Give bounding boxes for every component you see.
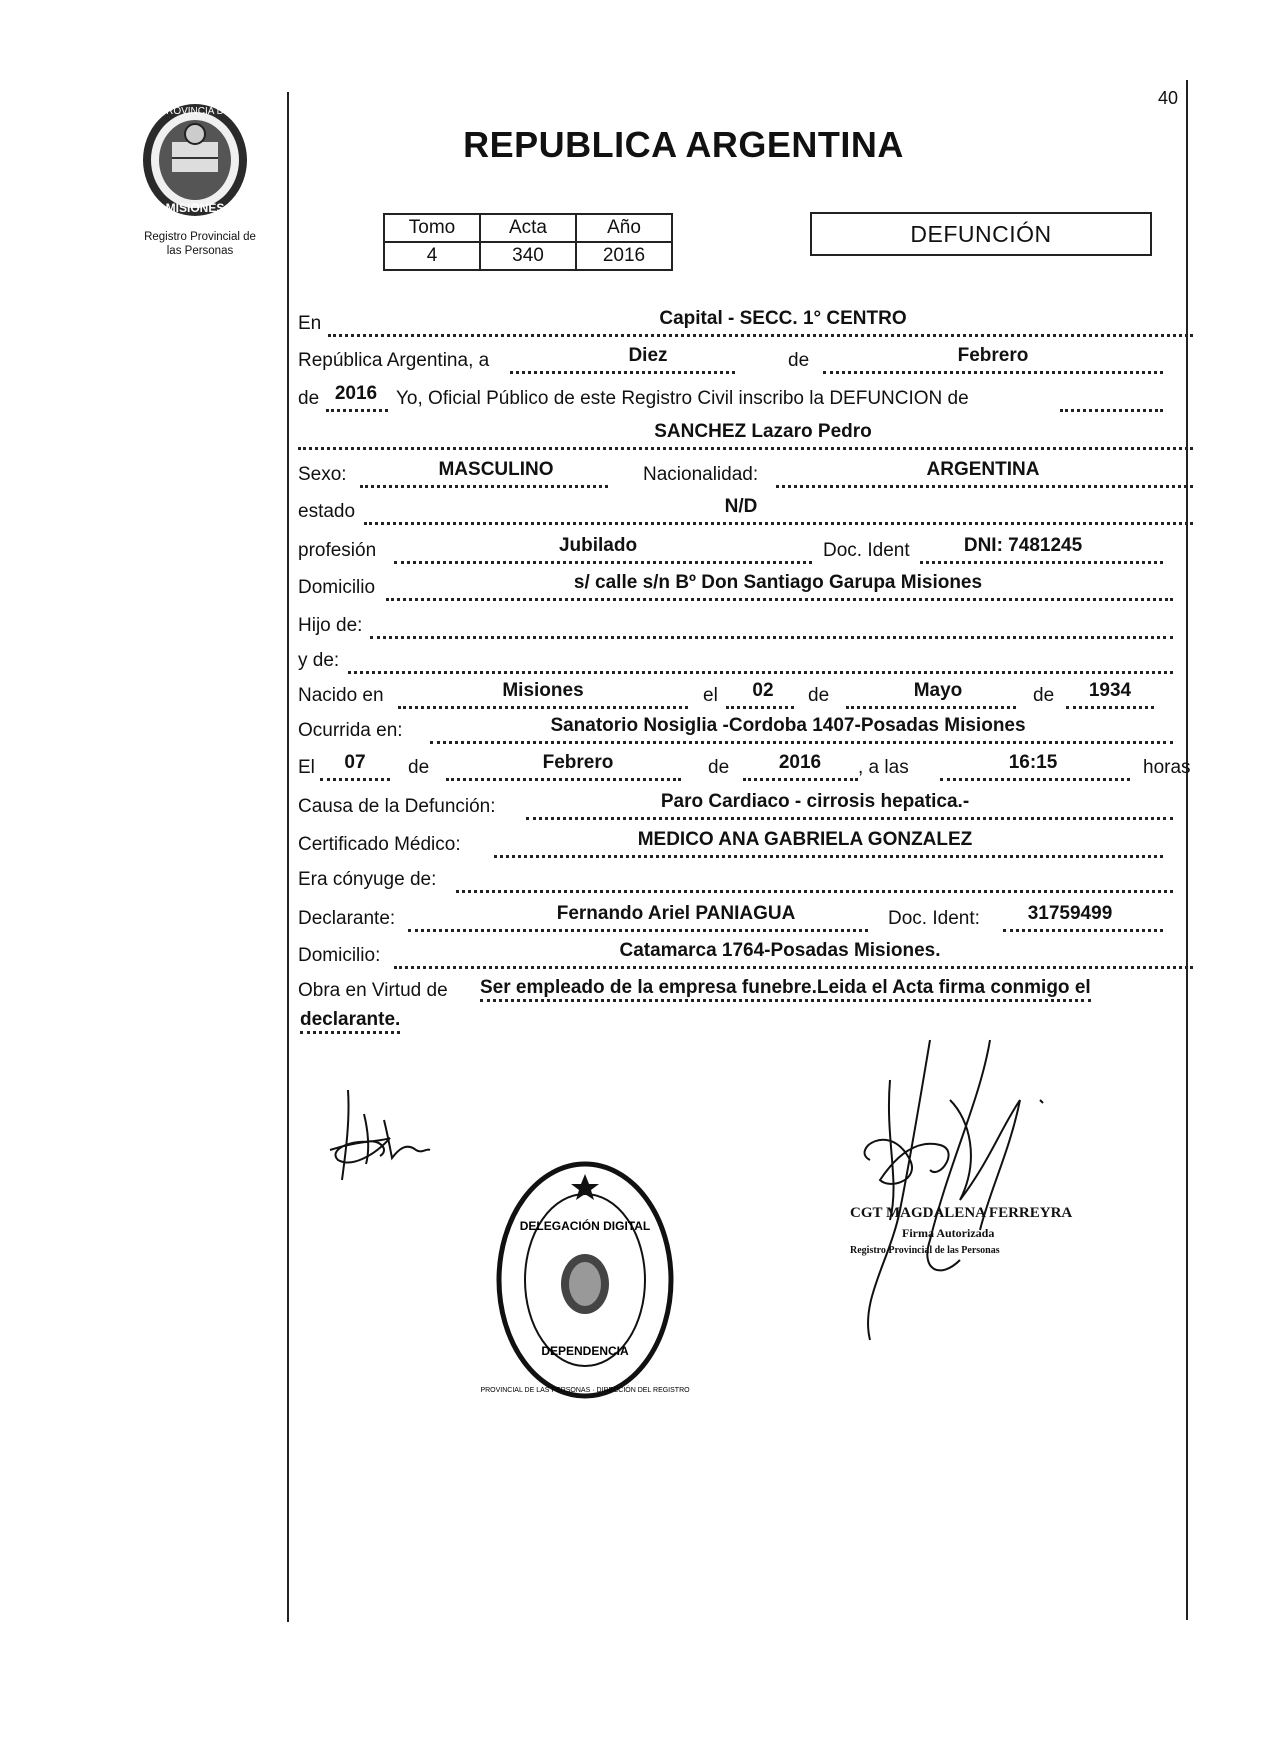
obra-value-line2: declarante. bbox=[300, 1009, 400, 1034]
tomo-value: 4 bbox=[384, 242, 480, 270]
registry-caption bbox=[120, 230, 280, 258]
registry-caption-line1: Registro Provincial de bbox=[144, 231, 256, 243]
estado-value: N/D bbox=[724, 496, 758, 517]
row-en bbox=[298, 309, 1193, 339]
causa-value: Paro Cardiaco - cirrosis hepatica.- bbox=[660, 791, 970, 812]
conyuge-label: Era cónyuge de: bbox=[298, 869, 437, 890]
de-label: de bbox=[788, 350, 810, 371]
row-declarante bbox=[298, 904, 1193, 934]
row-nacido bbox=[298, 681, 1193, 711]
row-fecha-fallecimiento bbox=[298, 753, 1193, 783]
alas-label: , a las bbox=[858, 757, 909, 778]
sexo-label: Sexo: bbox=[298, 464, 347, 485]
row-certificado bbox=[298, 830, 1193, 860]
seal-inner-text: DELEGACIÓN DIGITAL bbox=[519, 1219, 651, 1233]
registry-caption-line2: las Personas bbox=[166, 245, 234, 257]
left-margin-rule bbox=[287, 92, 289, 1622]
en-label: En bbox=[298, 313, 322, 334]
fallec-mes: Febrero bbox=[542, 752, 614, 773]
domicilio-value: s/ calle s/n Bº Don Santiago Garupa Misiones bbox=[573, 572, 983, 593]
el2-label: El bbox=[298, 757, 315, 778]
day-words: Diez bbox=[628, 345, 668, 366]
row-ocurrida bbox=[298, 716, 1193, 746]
deceased-name: SANCHEZ Lazaro Pedro bbox=[654, 421, 872, 442]
year-prefix-label: de bbox=[298, 388, 320, 409]
row-causa bbox=[298, 792, 1193, 822]
nacido-de1: de bbox=[808, 685, 830, 706]
stamp-line1: CGT MAGDALENA FERREYRA bbox=[850, 1205, 1073, 1221]
ocurrida-label: Ocurrida en: bbox=[298, 720, 403, 741]
nacido-lugar: Misiones bbox=[502, 680, 584, 701]
nacido-de2: de bbox=[1033, 685, 1055, 706]
fallec-dia: 07 bbox=[344, 752, 366, 773]
obra-label: Obra en Virtud de bbox=[298, 980, 448, 1001]
row-domicilio bbox=[298, 573, 1193, 603]
year: 2016 bbox=[334, 383, 378, 404]
ocurrida-value: Sanatorio Nosiglia -Cordoba 1407-Posadas Misiones bbox=[550, 715, 1026, 736]
doc-ident-label: Doc. Ident bbox=[823, 540, 910, 561]
document-title: REPUBLICA ARGENTINA bbox=[463, 124, 904, 165]
el-label: el bbox=[703, 685, 718, 706]
stamp-line3: Registro Provincial de las Personas bbox=[850, 1245, 1000, 1256]
row-estado bbox=[298, 497, 1193, 527]
declarante-value: Fernando Ariel PANIAGUA bbox=[556, 903, 796, 924]
profesion-label: profesión bbox=[298, 540, 377, 561]
acta-header: Acta bbox=[480, 214, 576, 242]
row-yde bbox=[298, 646, 1193, 676]
republica-label: República Argentina, a bbox=[298, 350, 490, 371]
certificado-label: Certificado Médico: bbox=[298, 834, 461, 855]
declarante-label: Declarante: bbox=[298, 908, 396, 929]
row-statement bbox=[298, 384, 1193, 414]
hora: 16:15 bbox=[1008, 752, 1058, 773]
act-type-box: DEFUNCIÓN bbox=[810, 212, 1152, 256]
row-obra-2 bbox=[298, 1008, 1193, 1038]
nacionalidad-value: ARGENTINA bbox=[926, 459, 1040, 480]
yde-label: y de: bbox=[298, 650, 340, 671]
decl-domicilio-value: Catamarca 1764-Posadas Misiones. bbox=[619, 940, 941, 961]
row-hijo bbox=[298, 611, 1193, 641]
seal-bottom-text: DEPENDENCIA bbox=[541, 1344, 629, 1358]
month: Febrero bbox=[957, 345, 1029, 366]
row-fecha-inscripcion bbox=[298, 346, 1193, 376]
acta-value: 340 bbox=[480, 242, 576, 270]
logo-text-bottom: MISIONES bbox=[165, 201, 225, 215]
declarant-signature bbox=[320, 1080, 440, 1190]
causa-label: Causa de la Defunción: bbox=[298, 796, 496, 817]
decl-doc-value: 31759499 bbox=[1027, 903, 1113, 924]
fallec-de1: de bbox=[408, 757, 430, 778]
certificado-value: MEDICO ANA GABRIELA GONZALEZ bbox=[637, 829, 973, 850]
decl-domicilio-label: Domicilio: bbox=[298, 945, 381, 966]
estado-label: estado bbox=[298, 501, 356, 522]
anio-header: Año bbox=[576, 214, 672, 242]
en-value: Capital - SECC. 1° CENTRO bbox=[659, 308, 907, 329]
row-conyuge bbox=[298, 865, 1193, 895]
row-obra bbox=[298, 976, 1193, 1006]
row-decl-domicilio bbox=[298, 941, 1193, 971]
domicilio-label: Domicilio bbox=[298, 577, 376, 598]
nacido-anio: 1934 bbox=[1088, 680, 1132, 701]
fallec-de2: de bbox=[708, 757, 730, 778]
statement-text: Yo, Oficial Público de este Registro Civil inscribo la DEFUNCION de bbox=[396, 388, 969, 409]
officer-signature bbox=[830, 1040, 1130, 1340]
horas-label: horas bbox=[1143, 757, 1191, 778]
registry-seal bbox=[480, 1160, 690, 1400]
tomo-header: Tomo bbox=[384, 214, 480, 242]
nacido-dia: 02 bbox=[752, 680, 774, 701]
nacido-mes: Mayo bbox=[913, 680, 963, 701]
seal-outer-text: PROVINCIAL DE LAS PERSONAS · DIRECCIÓN DEL REGISTRO bbox=[480, 1387, 690, 1394]
obra-value-line1: Ser empleado de la empresa funebre.Leida el Acta firma conmigo el bbox=[480, 977, 1091, 1002]
nacido-label: Nacido en bbox=[298, 685, 384, 706]
doc-ident-value: DNI: 7481245 bbox=[963, 535, 1083, 556]
row-profesion bbox=[298, 536, 1193, 566]
page-number: 40 bbox=[1158, 88, 1179, 108]
logo-text-top: PROVINCIA DE bbox=[159, 106, 231, 117]
officer-stamp bbox=[850, 1205, 1072, 1256]
hijo-label: Hijo de: bbox=[298, 615, 363, 636]
profesion-value: Jubilado bbox=[558, 535, 638, 556]
nacionalidad-label: Nacionalidad: bbox=[643, 464, 759, 485]
anio-value: 2016 bbox=[576, 242, 672, 270]
sexo-value: MASCULINO bbox=[438, 459, 554, 480]
decl-doc-label: Doc. Ident: bbox=[888, 908, 980, 929]
fallec-anio: 2016 bbox=[778, 752, 822, 773]
row-sexo bbox=[298, 460, 1193, 490]
row-deceased-name bbox=[298, 422, 1193, 452]
record-number-table bbox=[383, 213, 673, 271]
stamp-line2: Firma Autorizada bbox=[902, 1226, 995, 1240]
